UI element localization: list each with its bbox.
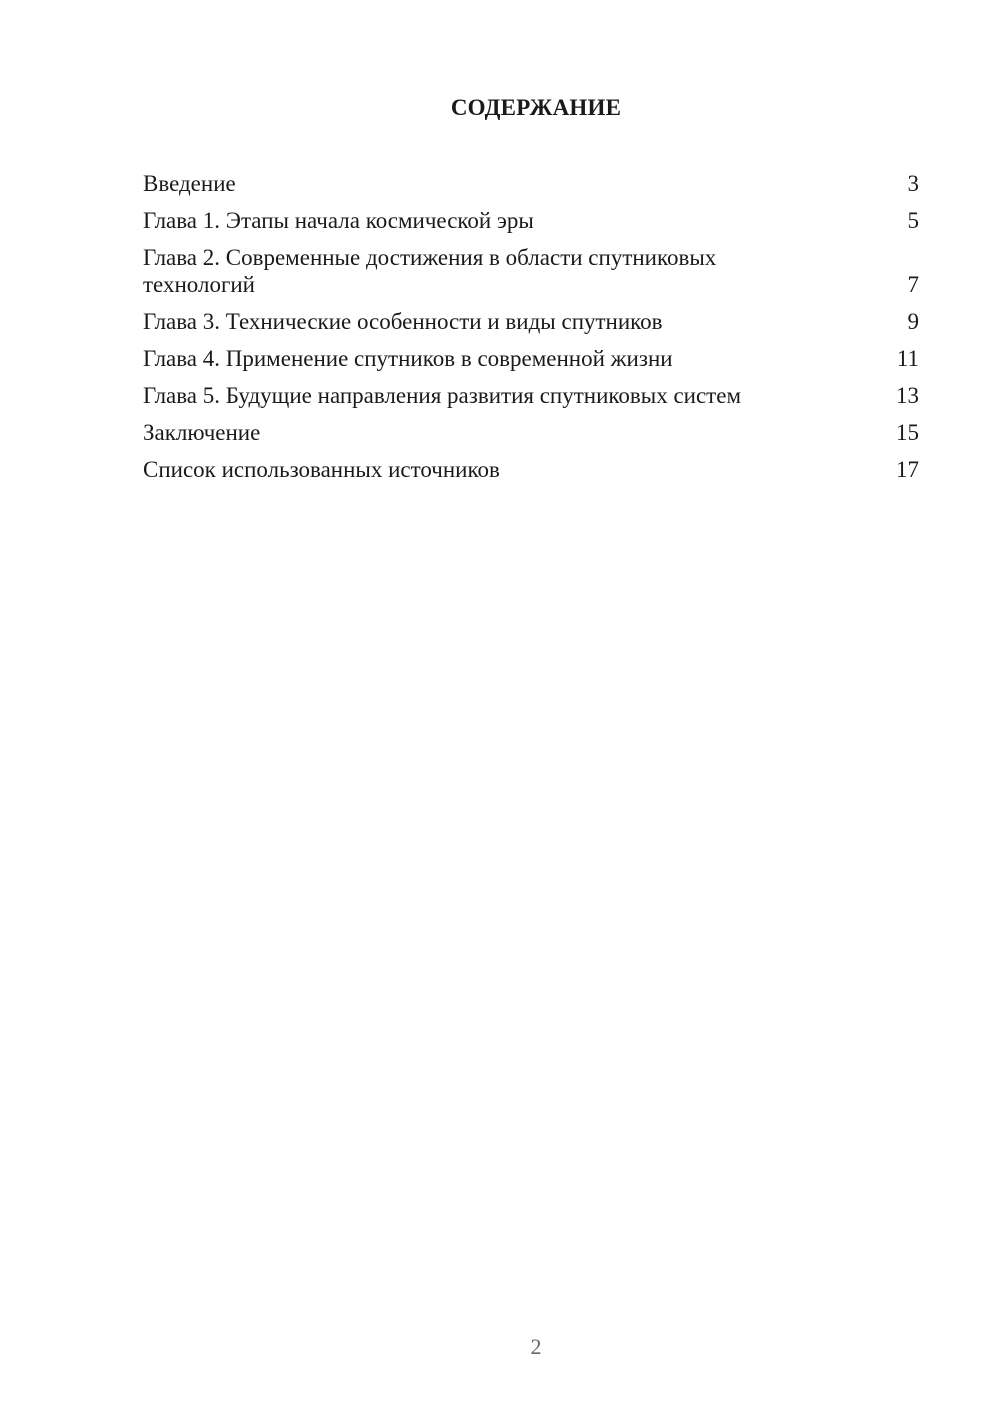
toc-entry-page: 15 [896, 420, 919, 445]
toc-entry-references [143, 456, 919, 483]
toc-entry-page: 13 [896, 383, 919, 408]
table-of-contents [143, 170, 919, 493]
toc-entry-conclusion [143, 419, 919, 446]
page-number: 2 [530, 1334, 542, 1359]
toc-entry-text: Заключение [143, 420, 261, 445]
toc-title: СОДЕРЖАНИЕ [450, 95, 622, 120]
toc-entry-text: Глава 4. Применение спутников в современной жизни [143, 346, 673, 371]
toc-entry-page: 5 [907, 208, 919, 233]
toc-entry-page: 7 [907, 272, 919, 297]
toc-entry-chapter-2 [143, 244, 919, 298]
toc-entry-chapter-3 [143, 308, 919, 335]
toc-entry-page: 9 [907, 309, 919, 334]
toc-entry-text: Глава 3. Технические особенности и виды спутников [143, 309, 663, 334]
toc-entry-text: Введение [143, 171, 236, 196]
toc-entry-text: Глава 5. Будущие направления развития спутниковых систем [143, 383, 741, 408]
toc-entry-text: Список использованных источников [143, 457, 500, 482]
toc-entry-page: 17 [896, 457, 919, 482]
toc-entry-page: 11 [896, 346, 919, 371]
toc-entry-chapter-5 [143, 382, 919, 409]
toc-entry-introduction [143, 170, 919, 197]
toc-entry-text: Глава 2. Современные достижения в области спутниковых технологий [143, 245, 717, 297]
toc-entry-chapter-1 [143, 207, 919, 234]
toc-entry-page: 3 [907, 171, 919, 196]
toc-entry-chapter-4 [143, 345, 919, 372]
toc-entry-text: Глава 1. Этапы начала космической эры [143, 208, 534, 233]
